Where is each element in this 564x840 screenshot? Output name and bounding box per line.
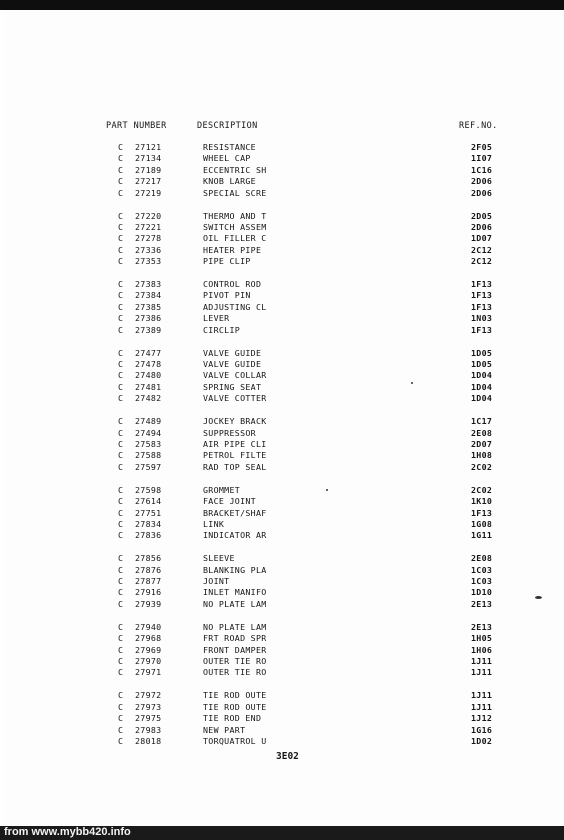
part-description: TIE ROD OUTE: [203, 701, 267, 712]
table-row: [4, 702, 564, 713]
part-description: PIPE CLIP: [203, 256, 251, 267]
ref-number: 2C12: [471, 256, 493, 267]
column-header-description: DESCRIPTION: [197, 121, 258, 131]
ref-number: 2E13: [471, 598, 493, 609]
group-spacer: [4, 542, 564, 554]
ref-number: 1F13: [471, 279, 493, 290]
ref-number: 1H08: [471, 450, 493, 461]
part-prefix: C: [118, 701, 124, 712]
ref-number: 1C16: [471, 164, 493, 175]
part-prefix: C: [118, 587, 124, 598]
part-number: 27834: [135, 518, 162, 529]
part-description: ECCENTRIC SH: [203, 164, 267, 175]
part-prefix: C: [118, 324, 124, 335]
part-description: CIRCLIP: [203, 324, 241, 335]
part-number: 27751: [135, 507, 162, 518]
part-description: INLET MANIFO: [203, 587, 267, 598]
part-number: 27353: [135, 256, 162, 267]
part-number: 27221: [135, 221, 162, 232]
ref-number: 1D10: [471, 587, 493, 598]
part-description: OUTER TIE RO: [203, 656, 267, 666]
part-number: 27916: [135, 587, 162, 598]
table-row: [4, 656, 564, 667]
part-description: PIVOT PIN: [203, 290, 251, 301]
ref-number: 1C03: [471, 576, 493, 587]
group-spacer: [4, 268, 564, 280]
part-description: SLEEVE: [203, 553, 235, 564]
part-number: 27972: [135, 690, 162, 701]
ref-number: 2D07: [471, 438, 493, 449]
part-prefix: C: [118, 301, 124, 312]
ref-number: 2F05: [471, 142, 493, 152]
part-description: SUPPRESSOR: [203, 427, 256, 438]
table-row: [4, 553, 564, 564]
part-prefix: C: [118, 359, 124, 370]
part-description: RAD TOP SEAL: [203, 461, 267, 472]
table-row: [4, 485, 564, 496]
part-description: THERMO AND T: [203, 210, 267, 221]
part-number: 27217: [135, 176, 162, 187]
part-description: OUTER TIE RO: [203, 667, 267, 678]
table-row: [4, 439, 564, 450]
part-description: TIE ROD OUTE: [203, 690, 267, 701]
part-prefix: C: [118, 164, 124, 175]
ref-number: 1C17: [471, 416, 493, 427]
part-prefix: C: [118, 313, 124, 324]
part-description: VALVE GUIDE: [203, 359, 262, 370]
part-description: INDICATOR AR: [203, 530, 267, 541]
ref-number: 2D06: [471, 221, 493, 232]
part-number: 28018: [135, 735, 162, 746]
part-prefix: C: [118, 176, 124, 187]
part-description: NO PLATE LAM: [203, 621, 267, 632]
part-number: 27482: [135, 393, 162, 404]
part-prefix: C: [118, 450, 124, 461]
part-description: LINK: [203, 518, 225, 529]
table-row: [4, 256, 564, 267]
ref-number: 1D04: [471, 381, 493, 392]
scan-top-border: [0, 0, 564, 10]
page-code: 3E02: [276, 751, 299, 762]
part-description: FRONT DAMPER: [203, 644, 267, 655]
part-prefix: C: [118, 690, 124, 701]
parts-table: [4, 142, 564, 747]
table-row: [4, 713, 564, 724]
table-row: [4, 325, 564, 336]
part-description: VALVE COLLAR: [203, 370, 267, 381]
part-prefix: C: [118, 576, 124, 587]
table-row: [4, 142, 564, 153]
table-row: [4, 633, 564, 644]
group-spacer: [4, 336, 564, 348]
table-row: [4, 645, 564, 656]
part-number: 27975: [135, 713, 162, 724]
ref-number: 2D06: [471, 187, 493, 198]
table-row: [4, 462, 564, 473]
part-number: 27219: [135, 187, 162, 198]
table-row: [4, 176, 564, 187]
part-number: 27877: [135, 576, 162, 587]
part-number: 27383: [135, 279, 162, 290]
part-prefix: C: [118, 724, 124, 735]
part-prefix: C: [118, 735, 124, 746]
part-description: TORQUATROL U: [203, 735, 267, 746]
ref-number: 2E08: [471, 427, 493, 438]
part-prefix: C: [118, 713, 124, 724]
part-description: GROMMET: [203, 484, 241, 495]
ref-number: 2D05: [471, 210, 493, 221]
part-number: 27983: [135, 724, 162, 735]
group-spacer: [4, 679, 564, 691]
table-row: [4, 279, 564, 290]
table-row: [4, 530, 564, 541]
part-number: 27278: [135, 233, 162, 244]
ref-number: 1D04: [471, 370, 493, 381]
table-row: [4, 450, 564, 461]
column-header-ref-no: REF.NO.: [459, 121, 498, 131]
ref-number: 2E08: [471, 553, 493, 564]
part-prefix: C: [118, 244, 124, 255]
part-prefix: C: [118, 256, 124, 267]
part-description: VALVE GUIDE: [203, 347, 262, 358]
part-description: HEATER PIPE: [203, 244, 262, 255]
scan-speck: [535, 596, 542, 599]
table-row: [4, 667, 564, 678]
table-row: [4, 313, 564, 324]
table-row: [4, 233, 564, 244]
part-prefix: C: [118, 644, 124, 655]
table-row: [4, 211, 564, 222]
part-number: 27583: [135, 438, 162, 449]
ref-number: 1K10: [471, 496, 493, 507]
ref-number: 2C02: [471, 461, 493, 472]
part-description: AIR PIPE CLI: [203, 438, 267, 449]
part-prefix: C: [118, 621, 124, 632]
part-number: 27389: [135, 324, 162, 335]
table-row: [4, 690, 564, 701]
table-row: [4, 245, 564, 256]
part-prefix: C: [118, 370, 124, 381]
table-row: [4, 508, 564, 519]
ref-number: 1J12: [471, 713, 493, 724]
part-number: 27969: [135, 644, 162, 655]
part-prefix: C: [118, 381, 124, 392]
part-number: 27477: [135, 347, 162, 358]
part-prefix: C: [118, 221, 124, 232]
part-number: 27588: [135, 450, 162, 461]
part-number: 27134: [135, 153, 162, 164]
part-description: FACE JOINT: [203, 496, 256, 507]
part-number: 27478: [135, 359, 162, 370]
ref-number: 1J11: [471, 690, 493, 701]
table-row: [4, 622, 564, 633]
part-prefix: C: [118, 656, 124, 666]
part-number: 27220: [135, 210, 162, 221]
part-description: VALVE COTTER: [203, 393, 267, 404]
ref-number: 1D04: [471, 393, 493, 404]
ref-number: 1H06: [471, 644, 493, 655]
part-prefix: C: [118, 393, 124, 404]
part-number: 27597: [135, 461, 162, 472]
part-prefix: C: [118, 553, 124, 564]
part-number: 27856: [135, 553, 162, 564]
ref-number: 1J11: [471, 701, 493, 712]
ref-number: 2C02: [471, 484, 493, 495]
part-description: JOINT: [203, 576, 230, 587]
ref-number: 1D05: [471, 347, 493, 358]
ref-number: 1F13: [471, 324, 493, 335]
ref-number: 1C03: [471, 564, 493, 575]
part-prefix: C: [118, 279, 124, 290]
table-row: [4, 599, 564, 610]
part-prefix: C: [118, 233, 124, 244]
group-spacer: [4, 610, 564, 622]
table-row: [4, 188, 564, 199]
column-header-part-number: PART NUMBER: [106, 121, 167, 131]
table-row: [4, 519, 564, 530]
ref-number: 1D02: [471, 735, 493, 746]
part-number: 27973: [135, 701, 162, 712]
part-description: OIL FILLER C: [203, 233, 267, 244]
ref-number: 2E13: [471, 621, 493, 632]
group-spacer: [4, 199, 564, 211]
table-row: [4, 565, 564, 576]
table-row: [4, 222, 564, 233]
ref-number: 1D05: [471, 359, 493, 370]
part-prefix: C: [118, 416, 124, 427]
part-prefix: C: [118, 427, 124, 438]
part-number: 27939: [135, 598, 162, 609]
part-prefix: C: [118, 598, 124, 609]
part-number: 27836: [135, 530, 162, 541]
part-prefix: C: [118, 210, 124, 221]
table-row: [4, 393, 564, 404]
ref-number: 1J11: [471, 667, 493, 678]
part-number: 27598: [135, 484, 162, 495]
source-watermark: from www.mybb420.info: [4, 826, 131, 838]
table-row: [4, 725, 564, 736]
part-number: 27384: [135, 290, 162, 301]
table-row: [4, 165, 564, 176]
part-description: NO PLATE LAM: [203, 598, 267, 609]
part-prefix: C: [118, 484, 124, 495]
ref-number: 2C12: [471, 244, 493, 255]
table-row: [4, 576, 564, 587]
parts-list-page: [4, 10, 564, 830]
part-prefix: C: [118, 187, 124, 198]
part-description: FRT ROAD SPR: [203, 633, 267, 644]
part-prefix: C: [118, 153, 124, 164]
table-row: [4, 153, 564, 164]
table-row: [4, 302, 564, 313]
part-description: PETROL FILTE: [203, 450, 267, 461]
ref-number: 2D06: [471, 176, 493, 187]
table-row: [4, 370, 564, 381]
part-prefix: C: [118, 507, 124, 518]
part-prefix: C: [118, 518, 124, 529]
part-number: 27481: [135, 381, 162, 392]
part-description: JOCKEY BRACK: [203, 416, 267, 427]
group-spacer: [4, 473, 564, 485]
part-number: 27386: [135, 313, 162, 324]
part-description: LEVER: [203, 313, 230, 324]
part-number: 27968: [135, 633, 162, 644]
ref-number: 1H05: [471, 633, 493, 644]
part-prefix: C: [118, 290, 124, 301]
part-number: 27189: [135, 164, 162, 175]
table-row: [4, 587, 564, 598]
table-row: [4, 416, 564, 427]
part-number: 27489: [135, 416, 162, 427]
part-prefix: C: [118, 496, 124, 507]
group-spacer: [4, 405, 564, 417]
part-prefix: C: [118, 438, 124, 449]
part-description: RESISTANCE: [203, 142, 256, 152]
table-row: [4, 736, 564, 747]
part-number: 27971: [135, 667, 162, 678]
table-row: [4, 348, 564, 359]
part-number: 27336: [135, 244, 162, 255]
table-row: [4, 382, 564, 393]
part-prefix: C: [118, 633, 124, 644]
part-prefix: C: [118, 461, 124, 472]
scan-speck: [326, 489, 328, 491]
part-description: BRACKET/SHAF: [203, 507, 267, 518]
part-description: TIE ROD END: [203, 713, 262, 724]
ref-number: 1D07: [471, 233, 493, 244]
part-description: NEW PART: [203, 724, 246, 735]
ref-number: 1G16: [471, 724, 493, 735]
part-prefix: C: [118, 564, 124, 575]
table-row: [4, 496, 564, 507]
part-number: 27385: [135, 301, 162, 312]
ref-number: 1N03: [471, 313, 493, 324]
ref-number: 1G11: [471, 530, 493, 541]
ref-number: 1F13: [471, 290, 493, 301]
part-number: 27121: [135, 142, 162, 152]
part-description: SPECIAL SCRE: [203, 187, 267, 198]
part-description: SWITCH ASSEM: [203, 221, 267, 232]
ref-number: 1F13: [471, 301, 493, 312]
scan-speck: [411, 382, 413, 384]
part-description: WHEEL CAP: [203, 153, 251, 164]
ref-number: 1F13: [471, 507, 493, 518]
part-description: SPRING SEAT: [203, 381, 262, 392]
part-description: ADJUSTING CL: [203, 301, 267, 312]
part-prefix: C: [118, 667, 124, 678]
part-number: 27494: [135, 427, 162, 438]
ref-number: 1J11: [471, 656, 493, 666]
ref-number: 1I07: [471, 153, 493, 164]
part-prefix: C: [118, 530, 124, 541]
part-description: KNOB LARGE: [203, 176, 256, 187]
part-number: 27614: [135, 496, 162, 507]
table-row: [4, 428, 564, 439]
part-number: 27876: [135, 564, 162, 575]
part-prefix: C: [118, 142, 124, 152]
ref-number: 1G08: [471, 518, 493, 529]
part-number: 27970: [135, 656, 162, 666]
part-number: 27940: [135, 621, 162, 632]
part-number: 27480: [135, 370, 162, 381]
table-row: [4, 290, 564, 301]
part-description: CONTROL ROD: [203, 279, 262, 290]
table-row: [4, 359, 564, 370]
part-description: BLANKING PLA: [203, 564, 267, 575]
part-prefix: C: [118, 347, 124, 358]
